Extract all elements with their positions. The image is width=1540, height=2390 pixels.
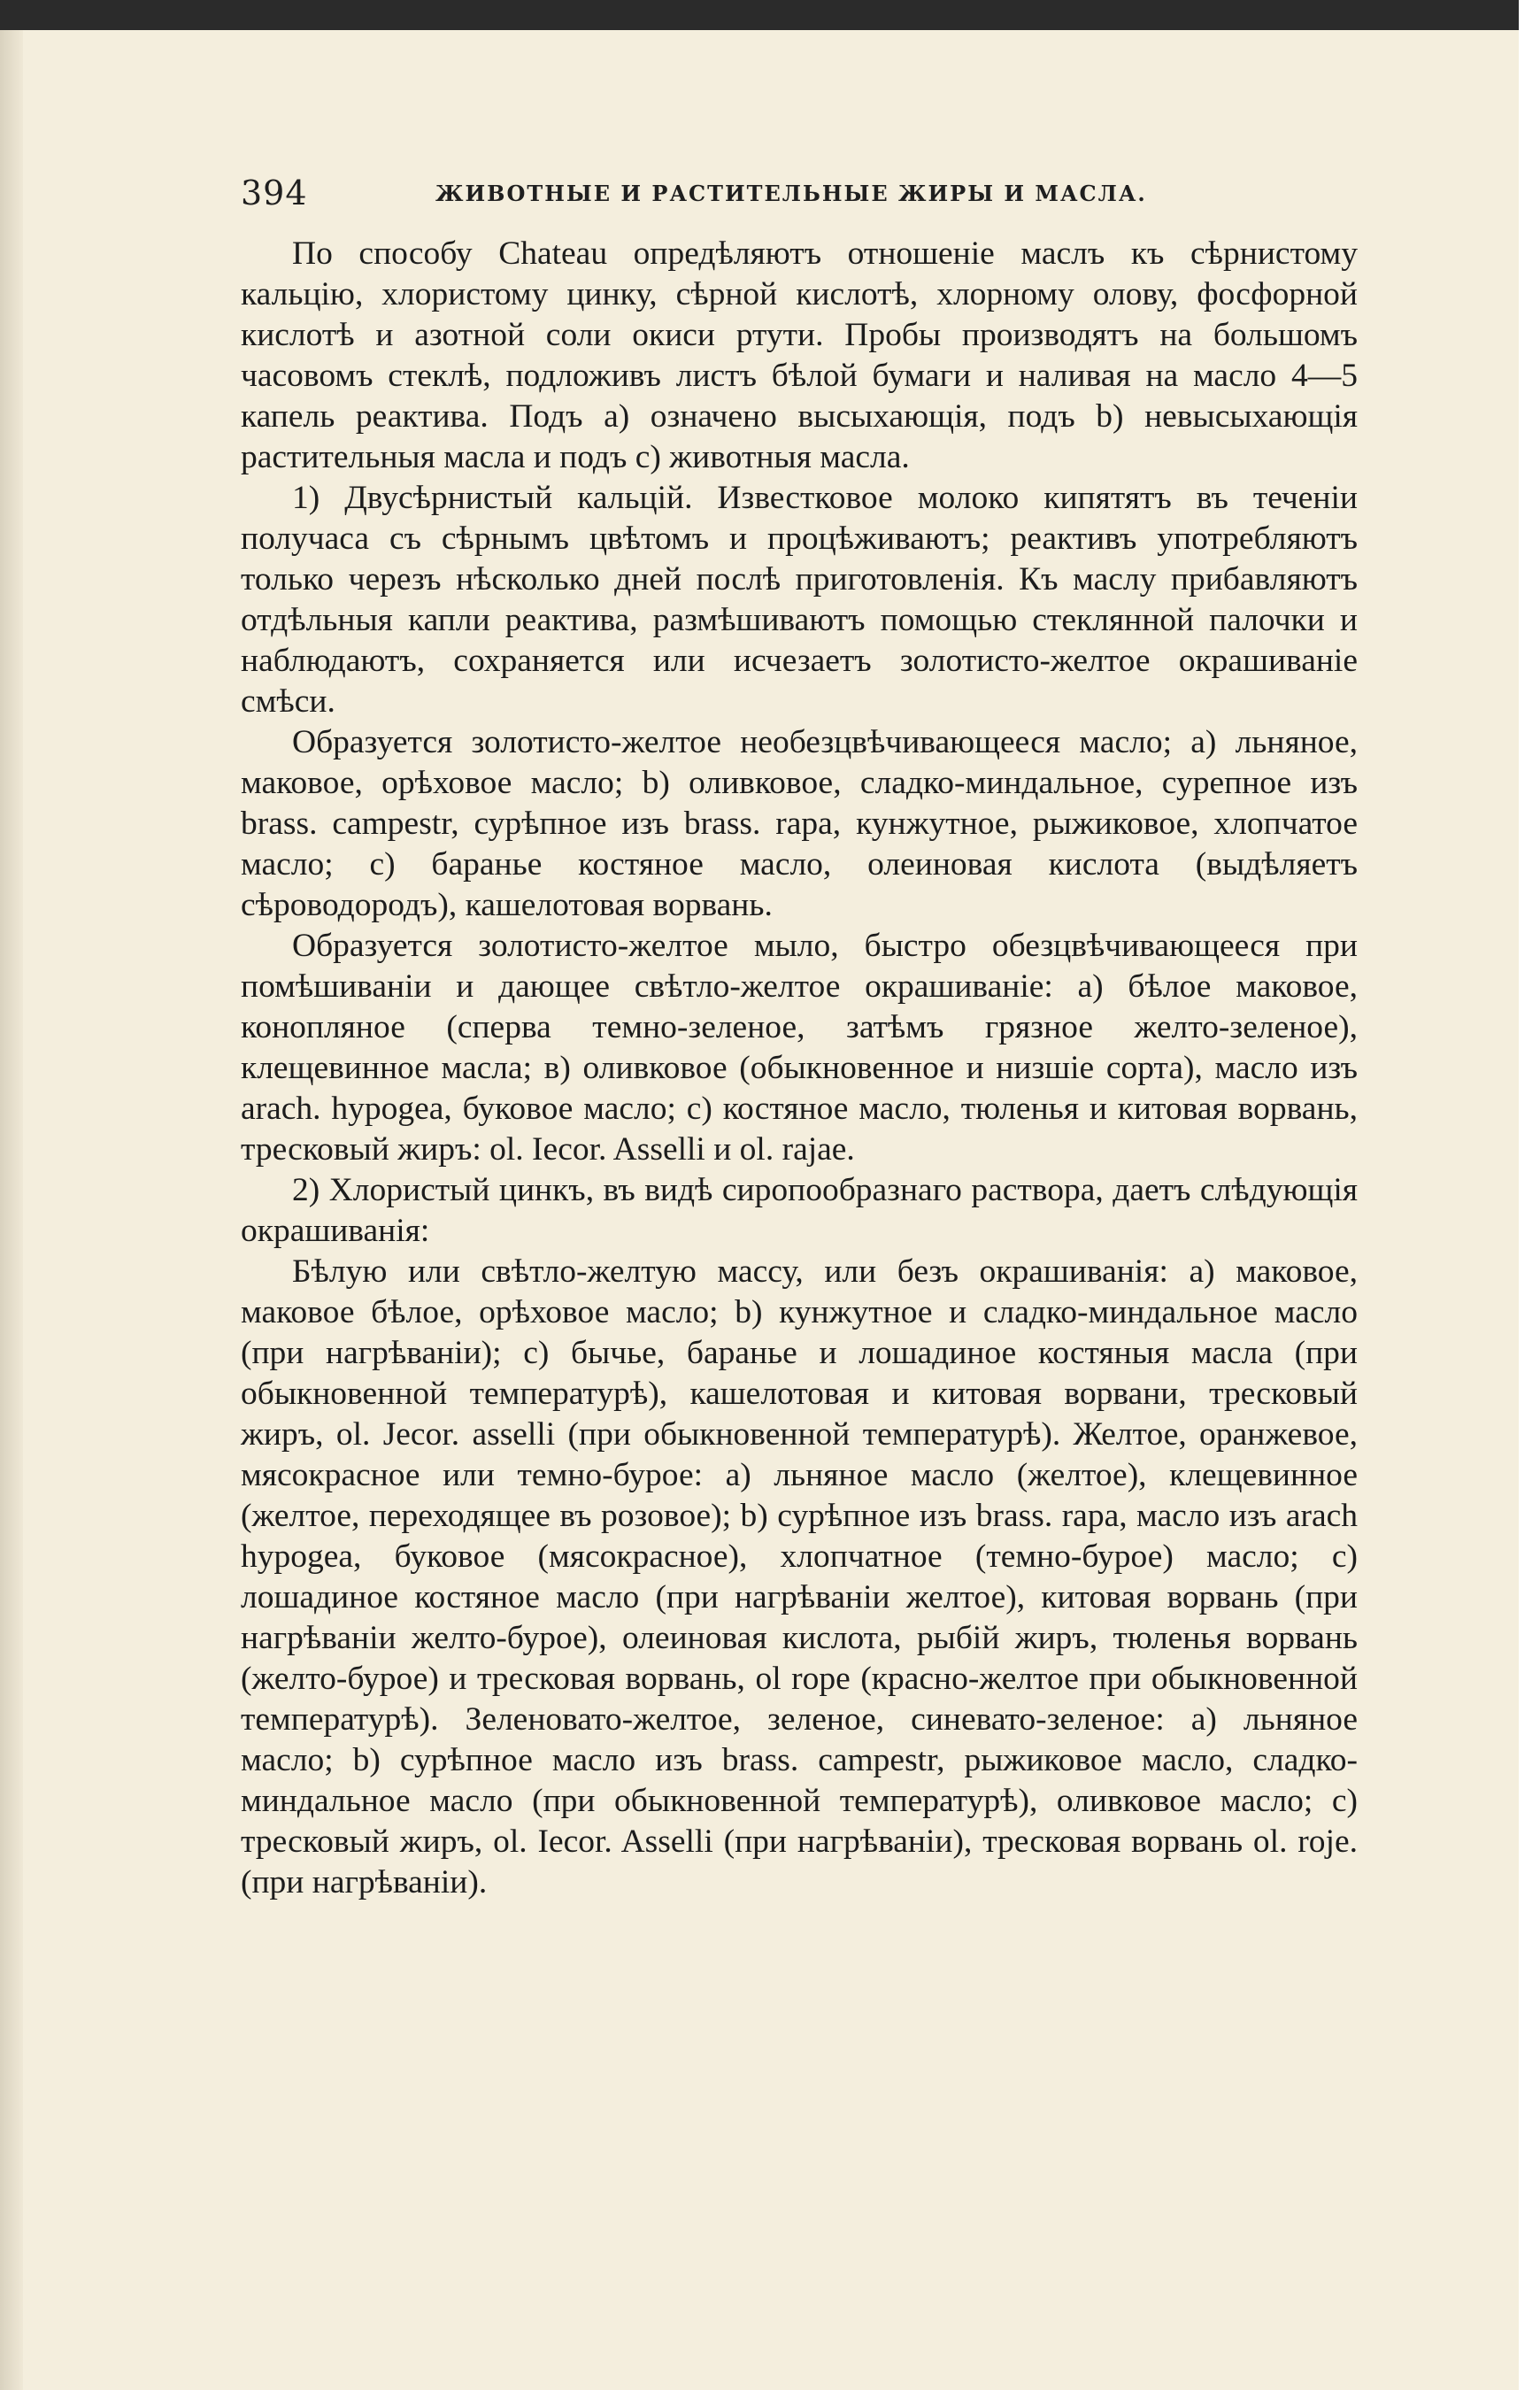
paragraph: 2) Хлористый цинкъ, въ видѣ сиропообразнаго раствора, даетъ слѣдующія окрашиванія: xyxy=(241,1172,1358,1249)
page-number: 394 xyxy=(241,173,308,212)
paragraph: По способу Chateau опредѣляютъ отношеніе маслъ къ сѣрнистому кальцію, хлористому цинку, сѣрной кислотѣ, хлорному олову, фосфорной кислотѣ и азотной соли окиси ртути. Пробы производятъ на большомъ часовомъ стеклѣ, подложивъ листъ бѣлой бумаги и наливая на масло 4—5 капель реактива. Подъ a) означено высыхающія, подъ b) невысыхающія растительныя масла и подъ с) животныя масла. xyxy=(241,235,1358,475)
paragraph: 1) Двусѣрнистый кальцій. Известковое молоко кипятятъ въ теченіи получаса съ сѣрнымъ цвѣтомъ и процѣживаютъ; реактивъ употребляютъ только черезъ нѣсколько дней послѣ приготовленія. Къ маслу прибавляютъ отдѣльныя капли реактива, размѣшиваютъ помощью стеклянной палочки и наблюдаютъ, сохраняется или исчезаетъ золотисто-желтое окрашиваніе смѣси. xyxy=(241,480,1358,720)
paragraph: Образуется золотисто-желтое необезцвѣчивающееся масло; а) льняное, маковое, орѣховое масло; b) оливковое, сладко-миндальное, сурепное изъ brass. campestr, сурѣпное изъ brass. rapa, кунжутное, рыжиковое, хлопчатое масло; с) баранье костяное масло, олеиновая кислота (выдѣляетъ сѣроводородъ), кашелотовая ворвань. xyxy=(241,724,1358,923)
scan-border-right xyxy=(1519,0,1540,2390)
paragraph: Бѣлую или свѣтло-желтую массу, или безъ окрашиванія: а) маковое, маковое бѣлое, орѣховое масло; b) кунжутное и сладко-миндальное масло (при нагрѣваніи); с) бычье, баранье и лошадиное костяныя масла (при обыкновенной температурѣ), кашелотовая и китовая ворвани, тресковый жиръ, ol. Jecor. asselli (при обыкновенной температурѣ). Желтое, оранжевое, мясокрасное или темно-бурое: а) льняное масло (желтое), клещевинное (желтое, переходящее въ розовое); b) сурѣпное изъ brass. rapa, масло изъ arach hypogea, буковое (мясокрасное), хлопчатное (темно-бурое) масло; с) лошадиное костяное масло (при нагрѣваніи желтое), китовая ворвань (при нагрѣваніи желто-бурое), олеиновая кислота, рыбій жиръ, тюленья ворвань (желто-бурое) и тресковая ворвань, ol rope (красно-желтое при обыкновенной температурѣ). Зеленовато-желтое, зеленое, синевато-зеленое: а) льняное масло; b) сурѣпное масло изъ brass. campestr, рыжиковое масло, сладко-миндальное масло (при обыкновенной температурѣ), оливковое масло; с) тресковый жиръ, ol. Iecor. Asselli (при нагрѣваніи), тресковая ворвань ol. roje. (при нагрѣваніи). xyxy=(241,1253,1358,1900)
scan-border-top xyxy=(0,0,1519,30)
scan-border-left xyxy=(0,30,23,2390)
paragraph: Образуется золотисто-желтое мыло, быстро обезцвѣчивающееся при помѣшиваніи и дающее свѣтло-желтое окрашиваніе: а) бѣлое маковое, конопляное (сперва темно-зеленое, затѣмъ грязное желто-зеленое), клещевинное масла; в) оливковое (обыкновенное и низшіе сорта), масло изъ arach. hypogea, буковое масло; с) костяное масло, тюленья и китовая ворвань, тресковый жиръ: ol. Iecor. Asselli и ol. rajae. xyxy=(241,928,1358,1168)
running-title: ЖИВОТНЫЕ И РАСТИТЕЛЬНЫЕ ЖИРЫ И МАСЛА. xyxy=(435,181,1147,206)
body-text xyxy=(241,234,1358,1903)
page-header xyxy=(241,173,1152,218)
